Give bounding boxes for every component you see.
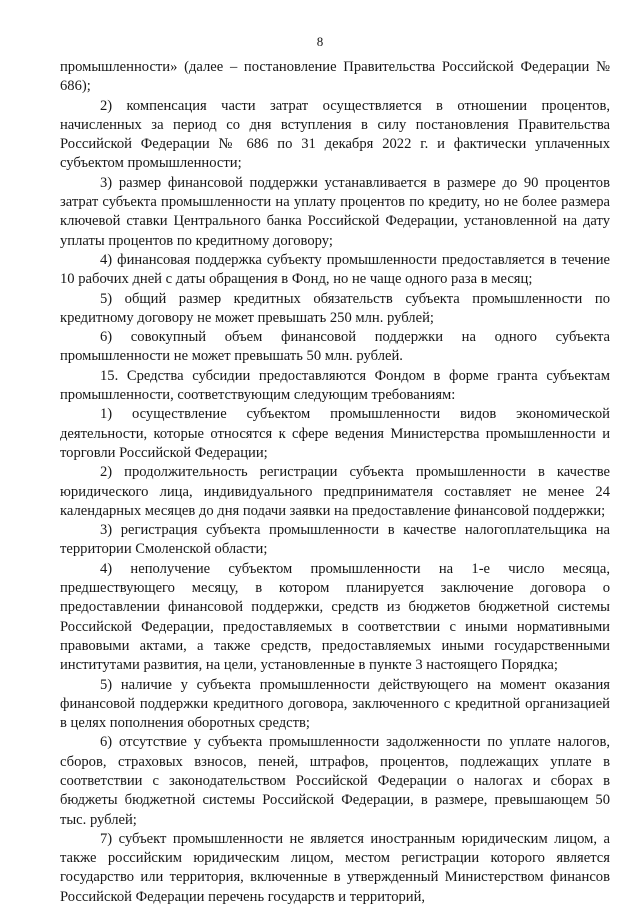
paragraph-continuation: промышленности» (далее – постановление Правительства Российской Федерации № 686); [60,59,610,95]
paragraph-item-5: 5) общий размер кредитных обязательств субъекта промышленности по кредитному договору не может превышать 250 млн. рублей; [60,290,610,326]
paragraph-requirement-6: 6) отсутствие у субъекта промышленности задолженности по уплате налогов, сборов, страховых взносов, пеней, штрафов, процентов, подлежащих уплате в соответствии с законодательством Российской Федерации о налогах и сборах в бюджеты бюджетной системы Российской Федерации, в размере, превышающем 50 тыс. рублей; [60,734,610,828]
paragraph-requirement-2: 2) продолжительность регистрации субъекта промышленности в качестве юридического лица, индивидуального предпринимателя составляет не менее 24 календарных месяцев до дня подачи заявки на предоставление финансовой поддержки; [60,464,610,519]
paragraph-requirement-5: 5) наличие у субъекта промышленности действующего на момент оказания финансовой поддержки кредитного договора, заключенного с кредитной организацией в целях пополнения оборотных средств; [60,676,610,732]
paragraph-item-6: 6) совокупный объем финансовой поддержки на одного субъекта промышленности не может превышать 50 млн. рублей. [60,329,610,365]
paragraph-requirement-4: 4) неполучение субъектом промышленности на 1-е число месяца, предшествующего месяцу, в котором планируется заключение договора о предоставлении финансовой поддержки, средств из бюджетов бюджетной системы Российской Федерации, предоставляемых в соответствии с иными нормативными правовыми актами, а также средств, предоставляемых иными государственными институтами развития, на цели, установленные в пункте 3 настоящего Порядка; [60,560,610,674]
paragraph-requirement-7: 7) субъект промышленности не является иностранным юридическим лицом, а также российским юридическим лицом, местом регистрации которого является государство или территория, включенные в утвержденный Министерством финансов Российской Федерации перечень государств и территорий, [60,830,610,905]
page-number: 8 [316,34,324,49]
paragraph-requirement-3: 3) регистрация субъекта промышленности в качестве налогоплательщика на территории Смоленской области; [60,522,610,558]
paragraph-item-4: 4) финансовая поддержка субъекту промышленности предоставляется в течение 10 рабочих дней с даты обращения в Фонд, но не чаще одного раза в месяц; [60,251,610,288]
paragraph-item-2: 2) компенсация части затрат осуществляется в отношении процентов, начисленных за период со дня вступления в силу постановления Правительства Российской Федерации № 686 по 31 декабря 2022 г. и фактически уплаченных субъектом промышленности; [60,97,610,172]
document-body [60,58,610,907]
paragraph-requirement-1: 1) осуществление субъектом промышленности видов экономической деятельности, которые относятся к сфере ведения Министерства промышленности и торговли Российской Федерации; [60,406,610,461]
paragraph-item-3: 3) размер финансовой поддержки устанавливается в размере до 90 процентов затрат субъекта промышленности на уплату процентов по кредиту, но не более размера ключевой ставки Центрального банка Российской Федерации, установленной на дату уплаты процентов по кредитному договору; [60,174,610,249]
paragraph-section-15: 15. Средства субсидии предоставляются Фондом в форме гранта субъектам промышленности, соответствующим следующим требованиям: [60,367,610,404]
